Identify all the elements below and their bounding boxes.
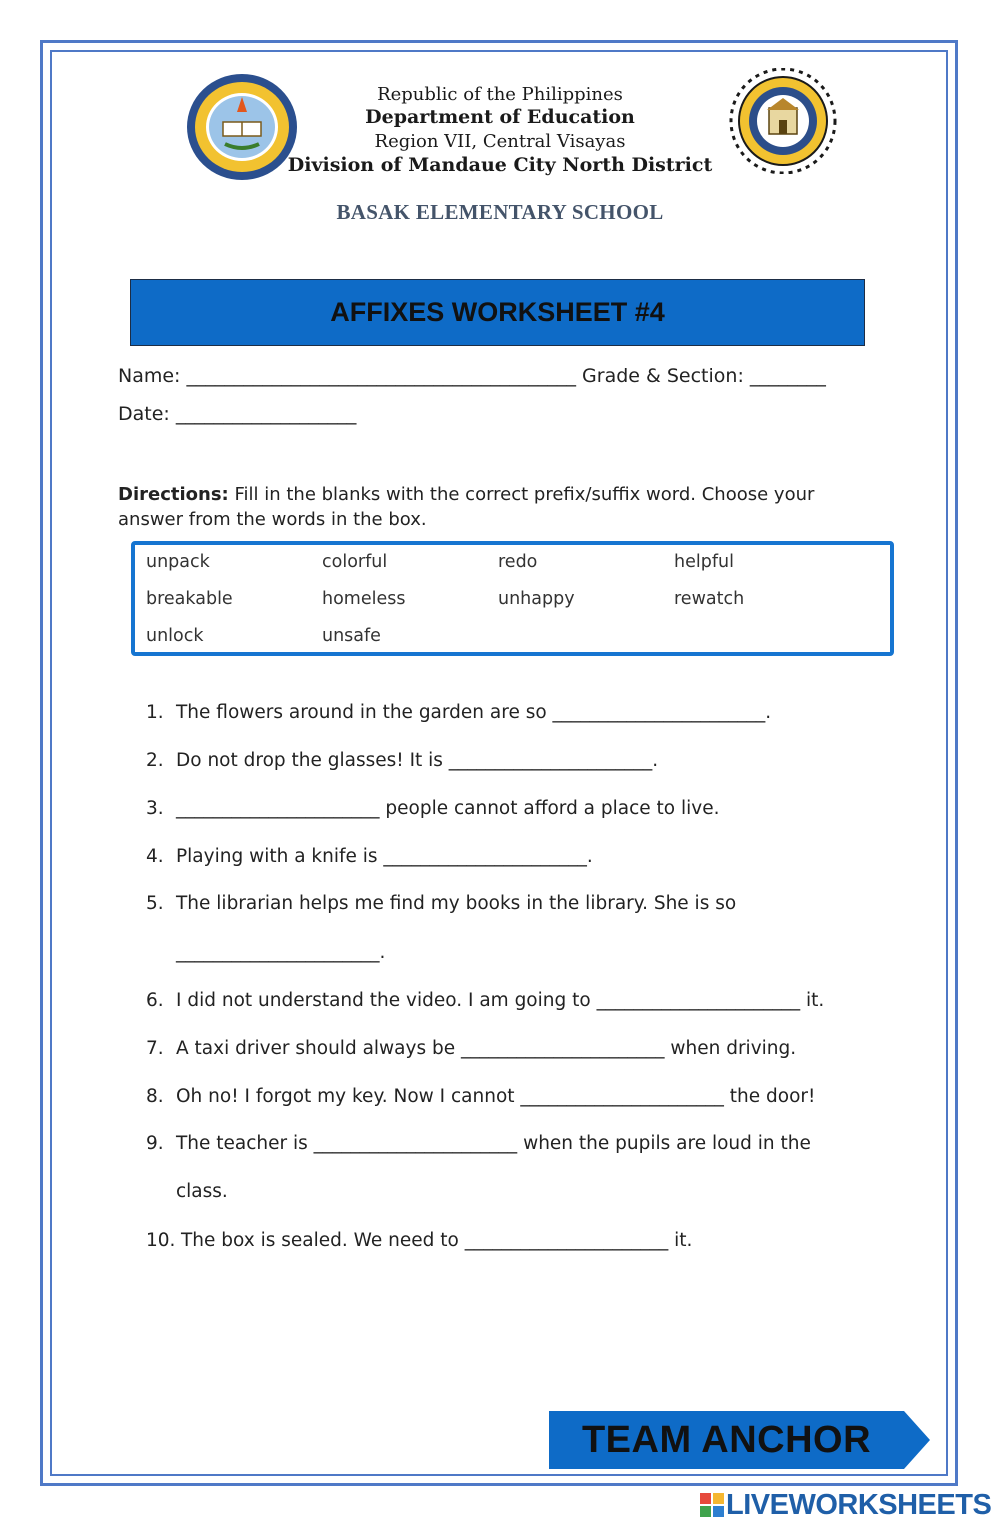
word-choice: redo <box>498 552 538 572</box>
question-number: 2. <box>146 750 164 771</box>
word-choice: unpack <box>146 552 210 572</box>
word-choice: rewatch <box>674 589 745 609</box>
question-9 <box>146 1133 811 1154</box>
liveworksheets-text: LIVEWORKSHEETS <box>726 1488 992 1521</box>
question-text: Oh no! I forgot my key. Now I cannot ______________________ the door! <box>176 1086 816 1107</box>
question-number: 7. <box>146 1038 164 1059</box>
question-6 <box>146 990 824 1011</box>
school-name: BASAK ELEMENTARY SCHOOL <box>336 200 664 224</box>
header-republic: Republic of the Philippines <box>377 84 623 105</box>
question-number: 1. <box>146 702 164 723</box>
question-text: The box is sealed. We need to ______________________ it. <box>181 1230 693 1251</box>
question-1 <box>146 702 771 723</box>
question-text: The teacher is ______________________ when the pupils are loud in the <box>176 1133 811 1154</box>
question-number: 9. <box>146 1133 164 1154</box>
question-number: 3. <box>146 798 164 819</box>
team-anchor-label: TEAM ANCHOR <box>581 1418 872 1461</box>
liveworksheets-logo-icon <box>700 1493 724 1517</box>
question-3 <box>146 798 720 819</box>
question-4 <box>146 846 593 867</box>
question-7 <box>146 1038 796 1059</box>
word-choice: unlock <box>146 626 204 646</box>
header-division: Division of Mandaue City North District <box>287 154 713 176</box>
liveworksheets-brand <box>700 1490 991 1520</box>
question-2 <box>146 750 658 771</box>
question-text: A taxi driver should always be ______________________ when driving. <box>176 1038 797 1059</box>
worksheet-title-bar <box>130 279 865 346</box>
word-choice: colorful <box>322 552 388 572</box>
question-8 <box>146 1086 815 1107</box>
question-number: 6. <box>146 990 164 1011</box>
question-text: Playing with a knife is ______________________. <box>176 846 593 867</box>
question-number: 4. <box>146 846 164 867</box>
word-choice: unhappy <box>498 589 575 609</box>
name-grade-field: Name: _________________________________________ Grade & Section: ________ <box>118 365 826 387</box>
question-number: 10. <box>146 1230 176 1251</box>
header-region: Region VII, Central Visayas <box>374 131 626 152</box>
question-number: 5. <box>146 893 164 914</box>
word-choice: unsafe <box>322 626 381 646</box>
question-text: The flowers around in the garden are so _______________________. <box>176 702 772 723</box>
question-text: The librarian helps me find my books in the library. She is so <box>176 893 737 914</box>
date-field: Date: ___________________ <box>118 403 357 425</box>
question-text: I did not understand the video. I am going to ______________________ it. <box>176 990 825 1011</box>
word-choice: helpful <box>674 552 734 572</box>
question-5-continued: ______________________. <box>176 942 386 963</box>
question-text: Do not drop the glasses! It is ______________________. <box>176 750 659 771</box>
directions <box>118 482 878 532</box>
worksheet-title: AFFIXES WORKSHEET #4 <box>330 297 665 327</box>
directions-label: Directions: <box>118 484 229 505</box>
question-5 <box>146 893 736 914</box>
question-text: ______________________ people cannot afford a place to live. <box>176 798 720 819</box>
question-9-continued: class. <box>176 1181 228 1202</box>
directions-text: Fill in the blanks with the correct prefix/suffix word. Choose your answer from the words in the box. <box>118 484 815 530</box>
header-department: Department of Education <box>365 106 635 128</box>
word-choice: breakable <box>146 589 233 609</box>
question-number: 8. <box>146 1086 164 1107</box>
question-10 <box>146 1230 692 1251</box>
word-choice: homeless <box>322 589 406 609</box>
